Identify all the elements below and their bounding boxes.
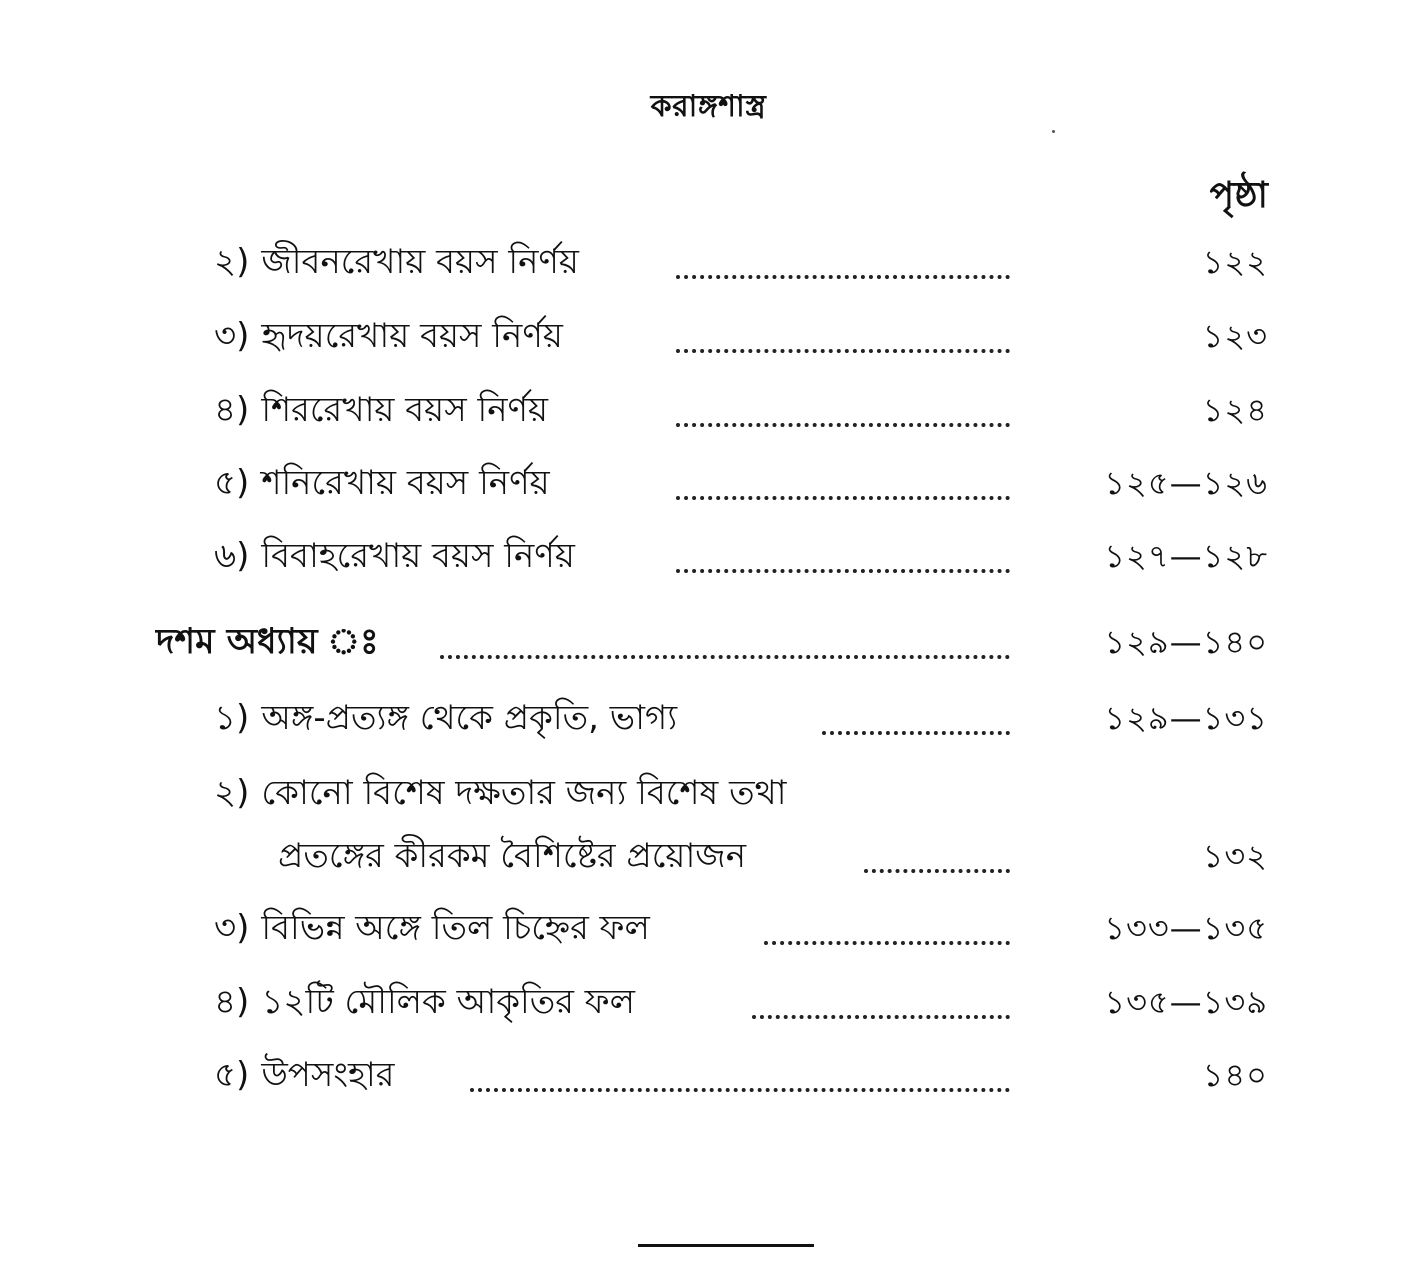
entry-number: ২) bbox=[214, 773, 250, 813]
entry-title: হৃদয়রেখায় বয়স নির্ণয় bbox=[261, 316, 563, 356]
running-head: করাঙ্গশাস্ত্র bbox=[650, 89, 767, 124]
chapter-heading bbox=[156, 612, 379, 672]
end-rule bbox=[638, 1244, 814, 1247]
entry-number: ২) bbox=[214, 242, 250, 282]
toc-entry bbox=[214, 232, 579, 292]
dot-leader bbox=[676, 486, 1010, 500]
entry-title: শনিরেখায় বয়স নির্ণয় bbox=[261, 463, 550, 503]
dot-leader bbox=[764, 931, 1010, 945]
entry-title-continuation: প্রতঙ্গের কীরকম বৈশিষ্টের প্রয়োজন bbox=[278, 836, 747, 876]
entry-pages: ১২৭—১২৮ bbox=[1104, 537, 1268, 575]
entry-pages: ১২৯—১৩১ bbox=[1104, 699, 1268, 737]
page-column-label: পৃষ্ঠা bbox=[1209, 175, 1268, 216]
dot-leader bbox=[676, 559, 1010, 573]
entry-title: কোনো বিশেষ দক্ষতার জন্য বিশেষ তথা bbox=[261, 773, 787, 813]
chapter-pages: ১২৯—১৪০ bbox=[1104, 623, 1268, 661]
entry-title: শিররেখায় বয়স নির্ণয় bbox=[261, 390, 549, 430]
entry-title: অঙ্গ-প্রত্যঙ্গ থেকে প্রকৃতি, ভাগ্য bbox=[261, 698, 678, 738]
dot-leader bbox=[676, 339, 1010, 353]
toc-entry bbox=[214, 453, 550, 513]
dot-leader bbox=[822, 721, 1010, 735]
toc-entry bbox=[214, 972, 635, 1032]
entry-title: উপসংহার bbox=[261, 1055, 395, 1095]
dot-leader bbox=[864, 859, 1010, 873]
chapter-title: দশম অধ্যায় ঃ bbox=[156, 622, 379, 662]
entry-pages: ১৩৩—১৩৫ bbox=[1104, 909, 1268, 947]
entry-number: ৫) bbox=[214, 463, 250, 503]
dot-leader bbox=[676, 413, 1010, 427]
entry-title: ১২টি মৌলিক আকৃতির ফল bbox=[261, 982, 635, 1022]
entry-number: ৫) bbox=[214, 1055, 250, 1095]
entry-pages: ১২৩ bbox=[1202, 317, 1268, 355]
entry-number: ১) bbox=[214, 698, 250, 738]
toc-entry bbox=[214, 688, 677, 748]
toc-entry bbox=[214, 1045, 394, 1105]
toc-entry bbox=[214, 898, 650, 958]
entry-number: ৩) bbox=[214, 908, 250, 948]
dot-leader bbox=[440, 645, 1010, 659]
toc-entry bbox=[214, 380, 548, 440]
entry-number: ৩) bbox=[214, 316, 250, 356]
entry-number: ৬) bbox=[214, 536, 250, 576]
entry-pages: ১২৫—১২৬ bbox=[1104, 464, 1268, 502]
entry-title: বিবাহরেখায় বয়স নির্ণয় bbox=[261, 536, 575, 576]
entry-number: ৪) bbox=[214, 390, 250, 430]
entry-pages: ১৪০ bbox=[1202, 1056, 1268, 1094]
toc-entry bbox=[214, 306, 563, 366]
entry-pages: ১২২ bbox=[1202, 243, 1268, 281]
toc-entry bbox=[214, 526, 575, 586]
entry-pages: ১৩২ bbox=[1202, 837, 1268, 875]
dot-leader bbox=[752, 1005, 1010, 1019]
entry-title: জীবনরেখায় বয়স নির্ণয় bbox=[261, 242, 579, 282]
dot-leader bbox=[470, 1078, 1010, 1092]
entry-number: ৪) bbox=[214, 982, 250, 1022]
entry-pages: ১৩৫—১৩৯ bbox=[1104, 983, 1268, 1021]
entry-title: বিভিন্ন অঙ্গে তিল চিহ্নের ফল bbox=[261, 908, 650, 948]
dot-leader bbox=[676, 265, 1010, 279]
toc-entry bbox=[214, 763, 786, 823]
entry-pages: ১২৪ bbox=[1202, 391, 1268, 429]
